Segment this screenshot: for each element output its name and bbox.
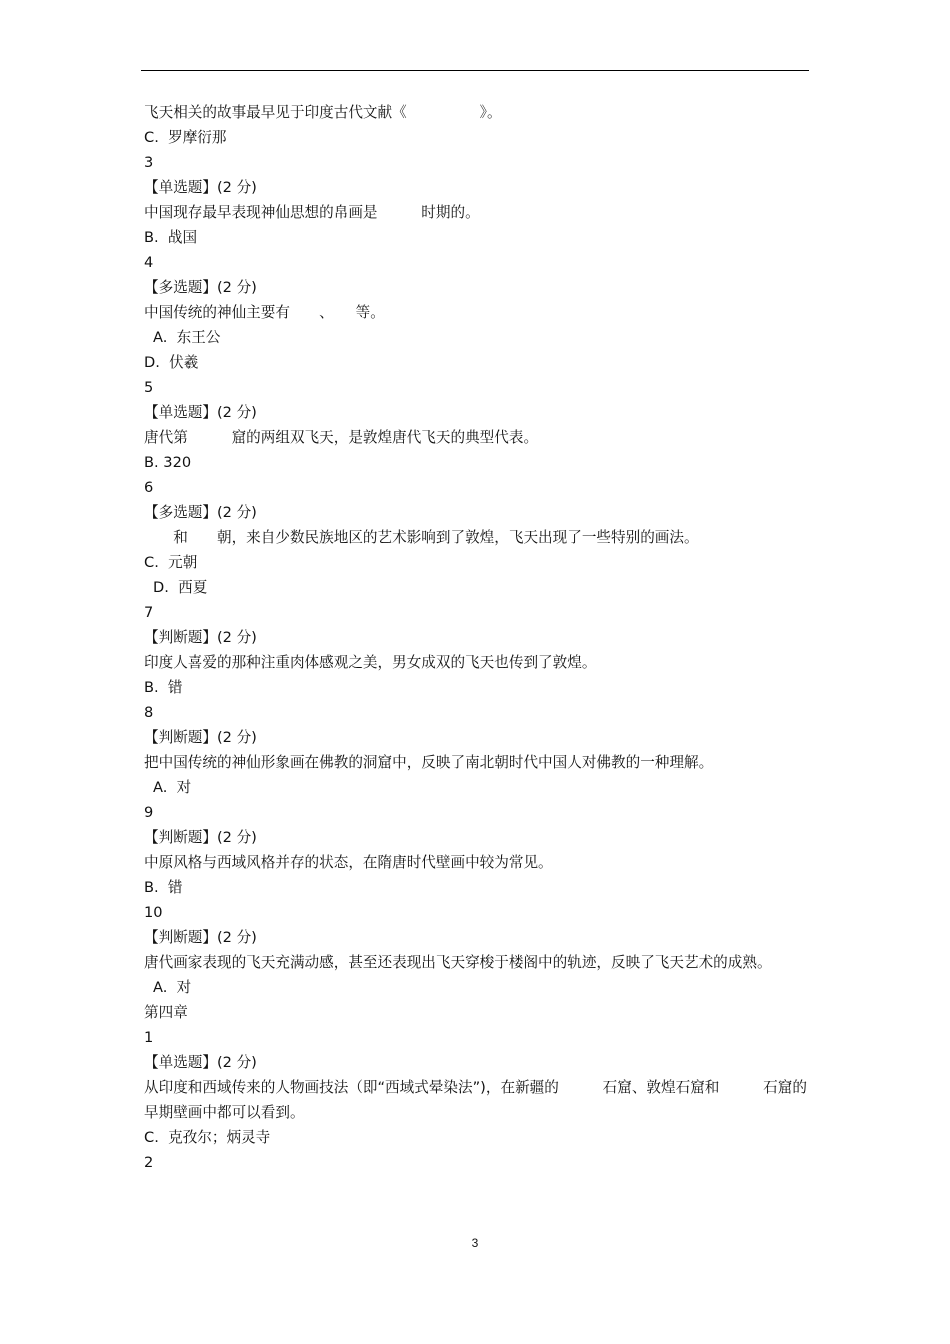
question-number: 3 — [144, 154, 154, 171]
question-number: 8 — [144, 704, 154, 721]
answer-option: D. 西夏 — [153, 579, 208, 596]
answer-option: B. 错 — [144, 879, 183, 896]
question-type: 【判断题】(2 分) — [144, 629, 257, 646]
answer-option: B. 战国 — [144, 229, 198, 246]
question-text: 中原风格与西域风格并存的状态，在隋唐时代壁画中较为常见。 — [144, 854, 553, 871]
question-text: 飞天相关的故事最早见于印度古代文献《 》。 — [144, 104, 502, 121]
question-number: 2 — [144, 1154, 154, 1171]
question-type: 【多选题】(2 分) — [144, 504, 257, 521]
question-type: 【判断题】(2 分) — [144, 729, 257, 746]
question-type: 【单选题】(2 分) — [144, 179, 257, 196]
question-number: 9 — [144, 804, 154, 821]
answer-option: B. 320 — [144, 454, 192, 471]
page-number: 3 — [471, 1236, 479, 1250]
answer-option: C. 罗摩衍那 — [144, 129, 227, 146]
question-text: 把中国传统的神仙形象画在佛教的洞窟中，反映了南北朝时代中国人对佛教的一种理解。 — [144, 754, 714, 771]
question-type: 【判断题】(2 分) — [144, 929, 257, 946]
question-type: 【判断题】(2 分) — [144, 829, 257, 846]
question-number: 10 — [144, 904, 163, 921]
question-text: 从印度和西域传来的人物画技法（即“西域式晕染法”)，在新疆的 石窟、敦煌石窟和 石窟的早期壁画中都可以看到。 — [144, 1079, 807, 1121]
answer-option: C. 元朝 — [144, 554, 198, 571]
answer-option: B. 错 — [144, 679, 183, 696]
answer-option: C. 克孜尔；炳灵寺 — [144, 1129, 271, 1146]
question-type: 【单选题】(2 分) — [144, 1054, 257, 1071]
question-text: 印度人喜爱的那种注重肉体感观之美，男女成双的飞天也传到了敦煌。 — [144, 654, 597, 671]
answer-option: A. 对 — [153, 779, 192, 796]
question-type: 【单选题】(2 分) — [144, 404, 257, 421]
answer-option: A. 对 — [153, 979, 192, 996]
question-number: 7 — [144, 604, 154, 621]
question-number: 6 — [144, 479, 154, 496]
question-number: 1 — [144, 1029, 154, 1046]
answer-option: A. 东王公 — [153, 329, 221, 346]
question-number: 4 — [144, 254, 154, 271]
question-text: 唐代第 窟的两组双飞天，是敦煌唐代飞天的典型代表。 — [144, 429, 539, 446]
question-text: 中国现存最早表现神仙思想的帛画是 时期的。 — [144, 204, 480, 221]
header-rule — [141, 70, 809, 71]
question-type: 【多选题】(2 分) — [144, 279, 257, 296]
question-text: 唐代画家表现的飞天充满动感，甚至还表现出飞天穿梭于楼阁中的轨迹，反映了飞天艺术的成熟。 — [144, 954, 772, 971]
question-text: 中国传统的神仙主要有 、 等。 — [144, 304, 385, 321]
document-body — [144, 100, 810, 1175]
question-text: 和 朝，来自少数民族地区的艺术影响到了敦煌，飞天出现了一些特别的画法。 — [144, 529, 699, 546]
chapter-heading: 第四章 — [144, 1004, 188, 1021]
answer-option: D. 伏羲 — [144, 354, 199, 371]
question-number: 5 — [144, 379, 154, 396]
